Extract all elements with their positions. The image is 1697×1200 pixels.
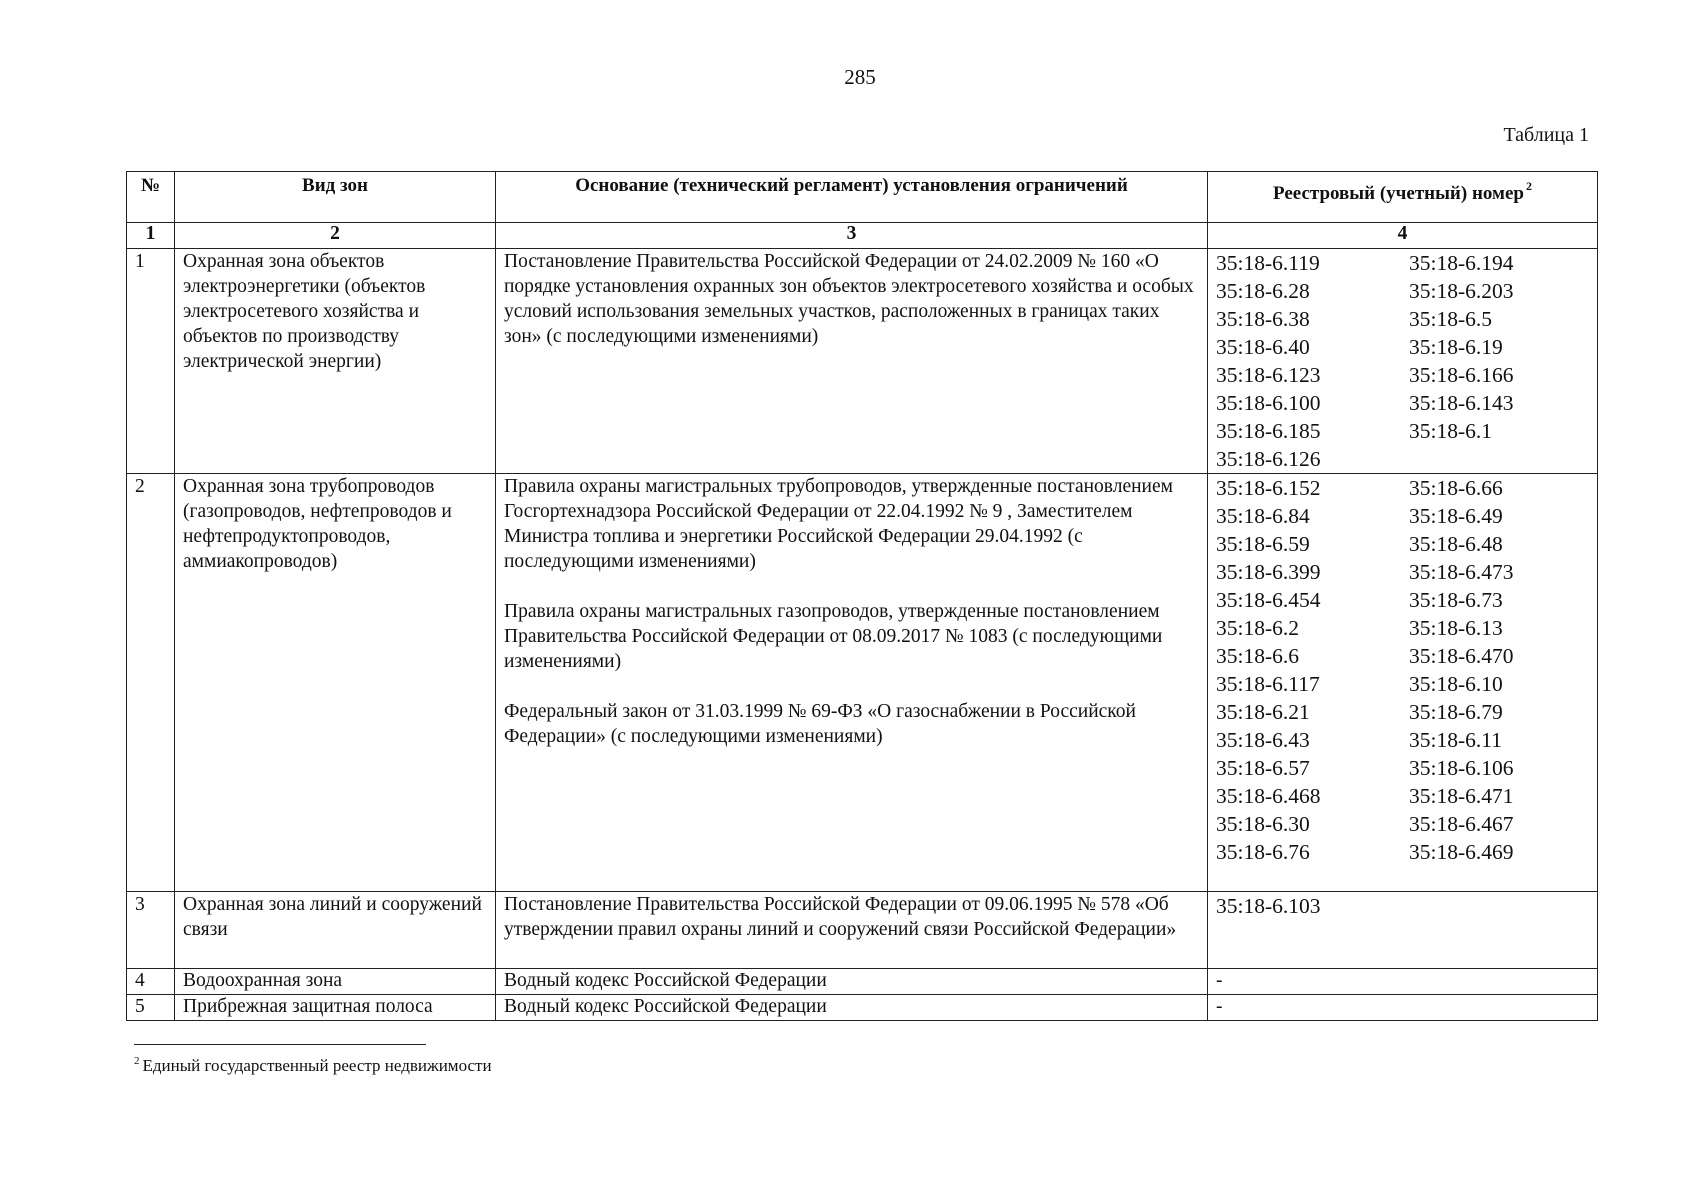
column-number: 1	[127, 223, 175, 249]
zone-type: Охранная зона трубопроводов (газопроводов, нефтепроводов и нефтепродуктопроводов, аммиакопроводов)	[175, 474, 496, 892]
basis-cell	[496, 995, 1208, 1021]
registry-number: 35:18-6.30	[1216, 812, 1310, 836]
registry-number: 35:18-6.119	[1216, 251, 1320, 275]
registry-number: 35:18-6.13	[1409, 616, 1503, 640]
registry-cell	[1208, 249, 1598, 474]
registry-number: 35:18-6.468	[1216, 784, 1321, 808]
registry-cell: -	[1208, 995, 1598, 1021]
registry-number: 35:18-6.166	[1409, 363, 1514, 387]
column-number: 4	[1208, 223, 1598, 249]
registry-number: 35:18-6.84	[1216, 504, 1310, 528]
registry-number: 35:18-6.473	[1409, 560, 1514, 584]
footnote-mark: 2	[1525, 179, 1532, 193]
registry-number: 35:18-6.2	[1216, 616, 1300, 640]
registry-number: 35:18-6.454	[1216, 588, 1321, 612]
column-number: 3	[496, 223, 1208, 249]
registry-number: 35:18-6.10	[1409, 672, 1503, 696]
table-row	[127, 969, 1598, 995]
table-row	[127, 249, 1598, 474]
registry-number: 35:18-6.194	[1409, 251, 1514, 275]
registry-number: 35:18-6.6	[1216, 644, 1300, 668]
row-number: 1	[127, 249, 175, 474]
header-number: №	[127, 172, 175, 223]
zone-type: Прибрежная защитная полоса	[175, 995, 496, 1021]
registry-number: 35:18-6.76	[1216, 840, 1310, 864]
footnote-text: Единый государственный реестр недвижимости	[142, 1056, 492, 1075]
basis-text: Водный кодекс Российской Федерации	[504, 970, 827, 991]
basis-text: Водный кодекс Российской Федерации	[504, 996, 827, 1017]
registry-list	[1216, 474, 1589, 866]
registry-number: 35:18-6.399	[1216, 560, 1321, 584]
registry-number: 35:18-6.123	[1216, 363, 1321, 387]
registry-number: 35:18-6.73	[1409, 588, 1503, 612]
registry-number: 35:18-6.103	[1216, 894, 1321, 918]
registry-number: 35:18-6.469	[1409, 840, 1514, 864]
registry-number: 35:18-6.471	[1409, 784, 1514, 808]
header-basis: Основание (технический регламент) установления ограничений	[496, 172, 1208, 223]
registry-number: 35:18-6.49	[1409, 504, 1503, 528]
registry-number: 35:18-6.79	[1409, 700, 1503, 724]
registry-number: 35:18-6.152	[1216, 476, 1321, 500]
registry-number: 35:18-6.117	[1216, 672, 1320, 696]
basis-text: Постановление Правительства Российской Федерации от 24.02.2009 № 160 «О порядке установления охранных зон объектов электросетевого хозяйства и особых условий использования земельных участков, расположенных в границах таких зон» (с последующими изменениями)	[504, 251, 1194, 347]
basis-text: Постановление Правительства Российской Федерации от 09.06.1995 № 578 «Об утверждении правил охраны линий и сооружений связи Российской Федерации»	[504, 894, 1177, 940]
zone-type: Охранная зона линий и сооружений связи	[175, 892, 496, 969]
footnote-divider	[134, 1044, 426, 1045]
registry-list	[1216, 249, 1589, 473]
table-row	[127, 474, 1598, 892]
basis-cell	[496, 474, 1208, 892]
table-row	[127, 892, 1598, 969]
registry-number: 35:18-6.106	[1409, 756, 1514, 780]
registry-number: 35:18-6.59	[1216, 532, 1310, 556]
row-number: 2	[127, 474, 175, 892]
basis-text: Правила охраны магистральных трубопроводов, утвержденные постановлением Госгортехнадзора Российской Федерации от 22.04.1992 № 9 , Заместителем Министра топлива и энергетики Российской Федерации 29.04.1992 (с последующими изменениями)	[504, 476, 1173, 572]
registry-number: 35:18-6.21	[1216, 700, 1310, 724]
registry-number: 35:18-6.203	[1409, 279, 1514, 303]
registry-cell: -	[1208, 969, 1598, 995]
registry-number: 35:18-6.1	[1409, 419, 1493, 443]
column-number-row	[127, 223, 1598, 249]
registry-cell	[1208, 892, 1598, 969]
registry-number: 35:18-6.5	[1409, 307, 1493, 331]
registry-number: 35:18-6.143	[1409, 391, 1514, 415]
table-label: Таблица 1	[1503, 124, 1589, 146]
registry-number: 35:18-6.100	[1216, 391, 1321, 415]
registry-number: 35:18-6.40	[1216, 335, 1310, 359]
registry-number: 35:18-6.43	[1216, 728, 1310, 752]
basis-text: Правила охраны магистральных газопроводов, утвержденные постановлением Правительства Российской Федерации от 08.09.2017 № 1083 (с последующими изменениями)	[504, 601, 1163, 672]
zone-type: Водоохранная зона	[175, 969, 496, 995]
row-number: 3	[127, 892, 175, 969]
page-number: 285	[844, 65, 876, 89]
registry-cell	[1208, 474, 1598, 892]
row-number: 4	[127, 969, 175, 995]
registry-number: 35:18-6.66	[1409, 476, 1503, 500]
header-registry-number	[1208, 172, 1598, 223]
column-number: 2	[175, 223, 496, 249]
registry-number: 35:18-6.57	[1216, 756, 1310, 780]
zone-type: Охранная зона объектов электроэнергетики (объектов электросетевого хозяйства и объектов по производству электрической энергии)	[175, 249, 496, 474]
registry-number: 35:18-6.11	[1409, 728, 1502, 752]
registry-number: 35:18-6.126	[1216, 447, 1321, 471]
registry-list	[1216, 892, 1589, 920]
basis-cell	[496, 249, 1208, 474]
restrictions-table	[126, 171, 1598, 1021]
basis-text: Федеральный закон от 31.03.1999 № 69-ФЗ «О газоснабжении в Российской Федерации» (с последующими изменениями)	[504, 701, 1136, 747]
registry-number: 35:18-6.48	[1409, 532, 1503, 556]
basis-cell	[496, 969, 1208, 995]
footnote	[134, 1055, 492, 1076]
basis-cell	[496, 892, 1208, 969]
row-number: 5	[127, 995, 175, 1021]
footnote-mark: 2	[134, 1055, 140, 1067]
table-row	[127, 995, 1598, 1021]
registry-number: 35:18-6.470	[1409, 644, 1514, 668]
registry-number: 35:18-6.38	[1216, 307, 1310, 331]
header-row	[127, 172, 1598, 223]
header-zone-type: Вид зон	[175, 172, 496, 223]
registry-number: 35:18-6.467	[1409, 812, 1514, 836]
registry-number: 35:18-6.28	[1216, 279, 1310, 303]
registry-number: 35:18-6.185	[1216, 419, 1321, 443]
registry-number: 35:18-6.19	[1409, 335, 1503, 359]
header-registry-label: Реестровый (учетный) номер	[1273, 183, 1524, 204]
